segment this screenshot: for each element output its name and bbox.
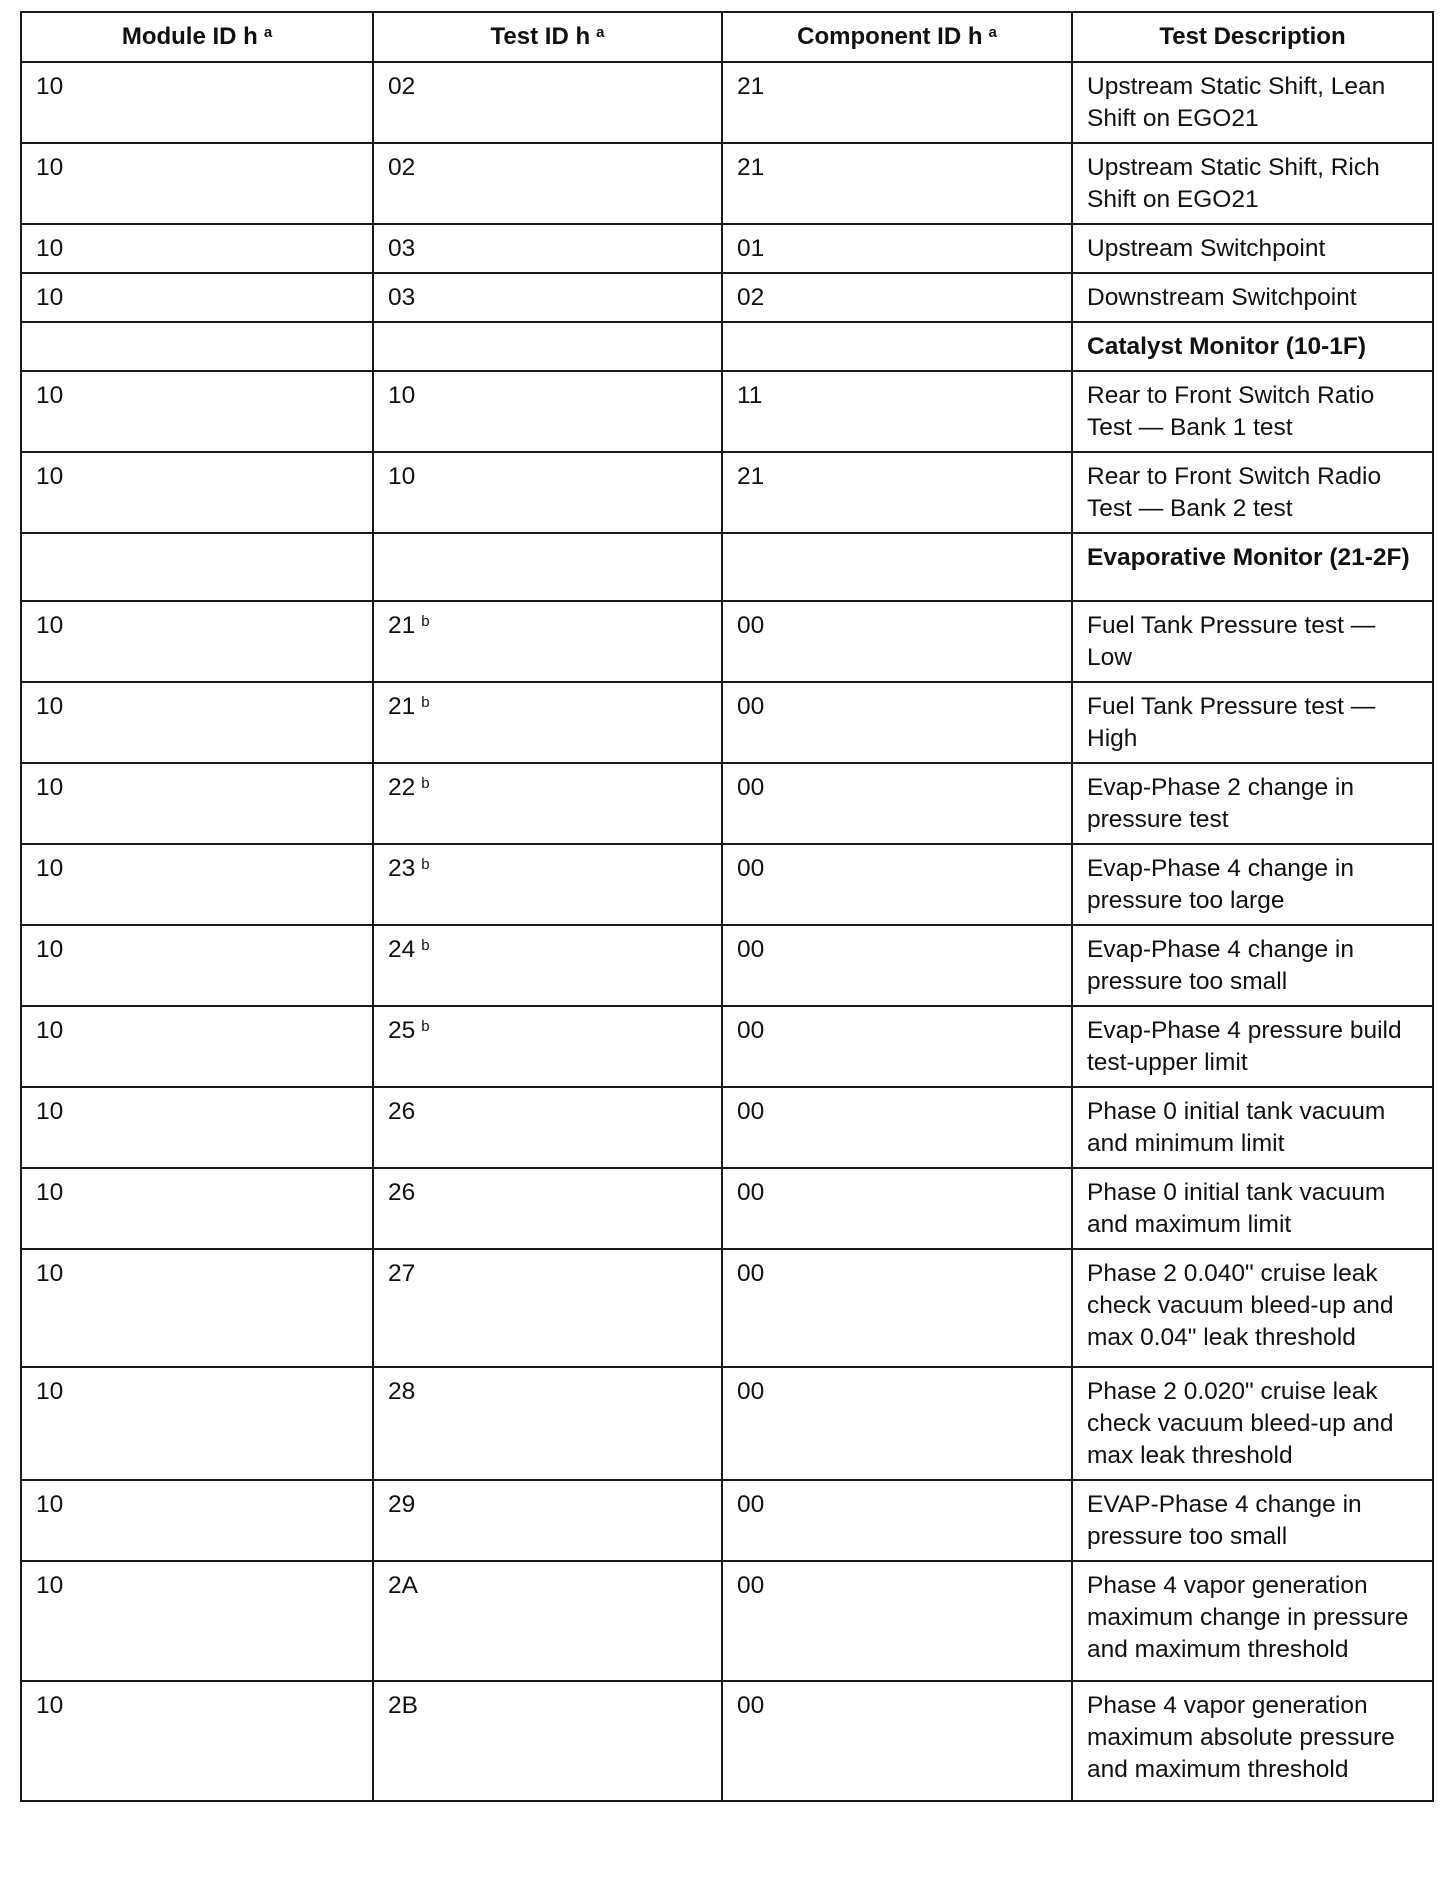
test-description-cell-text: Upstream Static Shift, Lean Shift on EGO21	[1087, 73, 1386, 132]
module-id-cell	[21, 273, 373, 322]
test-description-cell	[1072, 1561, 1433, 1681]
test-description-cell	[1072, 143, 1433, 224]
test-description-cell	[1072, 62, 1433, 143]
component-id-cell-text: 00	[737, 1260, 765, 1287]
test-id-cell	[373, 533, 722, 601]
component-id-cell	[722, 1367, 1072, 1480]
test-id-cell	[373, 322, 722, 371]
component-id-cell-text: 00	[737, 1378, 765, 1405]
module-id-cell	[21, 1480, 373, 1561]
component-id-cell	[722, 273, 1072, 322]
component-id-cell-text: 21	[737, 463, 765, 490]
component-id-cell	[722, 1087, 1072, 1168]
test-id-cell	[373, 682, 722, 763]
test-description-cell	[1072, 1480, 1433, 1561]
component-id-cell-text: 02	[737, 284, 765, 311]
module-id-cell-text: 10	[36, 774, 64, 801]
module-id-cell-text: 10	[36, 1378, 64, 1405]
test-description-cell-text: Phase 4 vapor generation maximum absolute pressure and maximum threshold	[1087, 1692, 1395, 1783]
section-header-row	[21, 533, 1433, 601]
header-test-id: Test ID h $^a$	[373, 12, 722, 62]
component-id-cell-text: 00	[737, 774, 765, 801]
module-id-cell	[21, 1006, 373, 1087]
table-row	[21, 1561, 1433, 1681]
module-id-cell	[21, 1249, 373, 1367]
module-id-cell	[21, 844, 373, 925]
component-id-cell	[722, 533, 1072, 601]
test-description-cell	[1072, 224, 1433, 273]
test-id-cell	[373, 1249, 722, 1367]
header-module-id: Module ID h $^a$	[21, 12, 373, 62]
test-description-cell	[1072, 273, 1433, 322]
module-id-cell	[21, 1561, 373, 1681]
test-id-cell	[373, 925, 722, 1006]
module-id-cell	[21, 1367, 373, 1480]
test-description-cell-text: Rear to Front Switch Ratio Test — Bank 1 test	[1087, 382, 1375, 441]
module-id-cell-text: 10	[36, 1260, 64, 1287]
header-test-description: Test Description	[1072, 12, 1433, 62]
monitor-test-table	[20, 11, 1434, 1802]
module-id-cell	[21, 533, 373, 601]
component-id-cell-text: 21	[737, 154, 765, 181]
test-id-footnote-mark: b	[421, 613, 430, 630]
module-id-cell	[21, 763, 373, 844]
module-id-cell	[21, 224, 373, 273]
component-id-cell	[722, 1168, 1072, 1249]
table-row	[21, 1367, 1433, 1480]
table-row	[21, 224, 1433, 273]
test-id-cell	[373, 62, 722, 143]
test-id-cell	[373, 452, 722, 533]
section-title-cell-text: Catalyst Monitor (10-1F)	[1087, 333, 1367, 360]
test-description-cell	[1072, 601, 1433, 682]
test-id-cell-text: 24	[388, 936, 416, 963]
header-footnote-mark: a	[596, 24, 605, 41]
test-id-cell	[373, 844, 722, 925]
table-header-row	[21, 12, 1433, 62]
module-id-cell-text: 10	[36, 1692, 64, 1719]
test-id-footnote-mark: b	[421, 856, 430, 873]
component-id-cell-text: 11	[737, 382, 763, 409]
component-id-cell-text: 00	[737, 1098, 765, 1125]
test-id-cell-text: 26	[388, 1179, 416, 1206]
section-header-row	[21, 322, 1433, 371]
table-row	[21, 763, 1433, 844]
module-id-cell-text: 10	[36, 1098, 64, 1125]
section-title-cell	[1072, 533, 1433, 601]
table-row	[21, 1168, 1433, 1249]
test-id-footnote-mark: b	[421, 1018, 430, 1035]
header-component-id: Component ID h $^a$	[722, 12, 1072, 62]
test-id-cell-text: 29	[388, 1491, 416, 1518]
test-description-cell	[1072, 1367, 1433, 1480]
test-description-cell-text: Evap-Phase 2 change in pressure test	[1087, 774, 1354, 833]
module-id-cell	[21, 682, 373, 763]
test-id-cell	[373, 1168, 722, 1249]
component-id-cell	[722, 371, 1072, 452]
table-row	[21, 844, 1433, 925]
module-id-cell-text: 10	[36, 855, 64, 882]
test-description-cell-text: Phase 0 initial tank vacuum and minimum limit	[1087, 1098, 1386, 1157]
test-id-cell	[373, 1006, 722, 1087]
component-id-cell	[722, 844, 1072, 925]
test-id-cell	[373, 371, 722, 452]
test-id-cell-text: 10	[388, 463, 416, 490]
section-title-cell-text: Evaporative Monitor (21-2F)	[1087, 544, 1410, 571]
test-id-cell-text: 27	[388, 1260, 416, 1287]
module-id-cell-text: 10	[36, 693, 64, 720]
component-id-cell-text: 00	[737, 1572, 765, 1599]
component-id-cell	[722, 1006, 1072, 1087]
test-description-cell	[1072, 763, 1433, 844]
test-description-cell	[1072, 1681, 1433, 1801]
table-row	[21, 1249, 1433, 1367]
table-row	[21, 452, 1433, 533]
component-id-cell	[722, 1480, 1072, 1561]
test-id-cell-text: 2A	[388, 1572, 418, 1599]
module-id-cell-text: 10	[36, 1491, 64, 1518]
test-id-cell-text: 2B	[388, 1692, 418, 1719]
component-id-cell-text: 00	[737, 1017, 765, 1044]
module-id-cell	[21, 62, 373, 143]
test-id-cell	[373, 273, 722, 322]
header-footnote-mark: a	[988, 24, 997, 41]
table-row	[21, 925, 1433, 1006]
component-id-cell-text: 00	[737, 1179, 765, 1206]
component-id-cell	[722, 1681, 1072, 1801]
test-id-cell-text: 10	[388, 382, 416, 409]
module-id-cell	[21, 143, 373, 224]
component-id-cell	[722, 925, 1072, 1006]
test-description-cell	[1072, 452, 1433, 533]
component-id-cell	[722, 322, 1072, 371]
component-id-cell-text: 21	[737, 73, 765, 100]
test-id-cell-text: 21	[388, 693, 416, 720]
test-id-cell	[373, 143, 722, 224]
test-description-cell-text: Downstream Switchpoint	[1087, 284, 1357, 311]
test-id-cell-text: 28	[388, 1378, 416, 1405]
test-id-cell-text: 21	[388, 612, 416, 639]
module-id-cell-text: 10	[36, 154, 64, 181]
test-id-cell-text: 25	[388, 1017, 416, 1044]
module-id-cell	[21, 452, 373, 533]
test-id-cell-text: 03	[388, 235, 416, 262]
module-id-cell	[21, 601, 373, 682]
module-id-cell-text: 10	[36, 463, 64, 490]
test-id-cell	[373, 1480, 722, 1561]
test-id-cell	[373, 601, 722, 682]
component-id-cell	[722, 601, 1072, 682]
test-description-cell	[1072, 1249, 1433, 1367]
module-id-cell	[21, 322, 373, 371]
module-id-cell-text: 10	[36, 936, 64, 963]
test-description-cell	[1072, 1006, 1433, 1087]
table-row	[21, 62, 1433, 143]
component-id-cell	[722, 452, 1072, 533]
test-description-cell-text: Fuel Tank Pressure test — High	[1087, 693, 1376, 752]
test-description-cell-text: Upstream Static Shift, Rich Shift on EGO21	[1087, 154, 1380, 213]
component-id-cell-text: 00	[737, 1491, 765, 1518]
test-description-cell-text: Fuel Tank Pressure test — Low	[1087, 612, 1376, 671]
test-id-footnote-mark: b	[421, 937, 430, 954]
module-id-cell-text: 10	[36, 284, 64, 311]
test-description-cell	[1072, 371, 1433, 452]
module-id-cell-text: 10	[36, 1017, 64, 1044]
test-description-cell	[1072, 925, 1433, 1006]
module-id-cell-text: 10	[36, 73, 64, 100]
component-id-cell-text: 00	[737, 693, 765, 720]
component-id-cell-text: 00	[737, 1692, 765, 1719]
test-id-cell	[373, 1087, 722, 1168]
table-row	[21, 1480, 1433, 1561]
test-id-footnote-mark: b	[421, 775, 430, 792]
test-id-footnote-mark: b	[421, 694, 430, 711]
component-id-cell-text: 00	[737, 612, 765, 639]
module-id-cell	[21, 371, 373, 452]
table-row	[21, 1006, 1433, 1087]
test-description-cell	[1072, 1087, 1433, 1168]
component-id-cell	[722, 1249, 1072, 1367]
test-description-cell	[1072, 844, 1433, 925]
component-id-cell-text: 00	[737, 936, 765, 963]
table-row	[21, 273, 1433, 322]
test-description-cell-text: Rear to Front Switch Radio Test — Bank 2 test	[1087, 463, 1382, 522]
test-description-cell-text: Evap-Phase 4 pressure build test-upper limit	[1087, 1017, 1402, 1076]
component-id-cell	[722, 62, 1072, 143]
module-id-cell-text: 10	[36, 612, 64, 639]
test-description-cell-text: Phase 4 vapor generation maximum change in pressure and maximum threshold	[1087, 1572, 1409, 1663]
test-id-cell	[373, 1367, 722, 1480]
test-description-cell-text: Phase 0 initial tank vacuum and maximum limit	[1087, 1179, 1386, 1238]
test-description-cell-text: Evap-Phase 4 change in pressure too large	[1087, 855, 1354, 914]
test-id-cell-text: 02	[388, 154, 416, 181]
header-footnote-mark: a	[263, 24, 273, 41]
test-id-cell-text: 02	[388, 73, 416, 100]
component-id-cell	[722, 1561, 1072, 1681]
table-row	[21, 1681, 1433, 1801]
module-id-cell-text: 10	[36, 1179, 64, 1206]
test-id-cell	[373, 763, 722, 844]
table-row	[21, 143, 1433, 224]
test-description-cell	[1072, 682, 1433, 763]
module-id-cell-text: 10	[36, 382, 64, 409]
test-description-cell-text: Upstream Switchpoint	[1087, 235, 1326, 262]
test-id-cell	[373, 1561, 722, 1681]
test-description-cell-text: Phase 2 0.020" cruise leak check vacuum bleed-up and max leak threshold	[1087, 1378, 1394, 1469]
table-row	[21, 371, 1433, 452]
test-id-cell-text: 03	[388, 284, 416, 311]
module-id-cell	[21, 1087, 373, 1168]
test-description-cell-text: Evap-Phase 4 change in pressure too small	[1087, 936, 1354, 995]
test-id-cell-text: 22	[388, 774, 416, 801]
component-id-cell-text: 01	[737, 235, 765, 262]
test-description-cell-text: EVAP-Phase 4 change in pressure too small	[1087, 1491, 1362, 1550]
component-id-cell	[722, 682, 1072, 763]
module-id-cell	[21, 1681, 373, 1801]
module-id-cell	[21, 925, 373, 1006]
test-id-cell-text: 26	[388, 1098, 416, 1125]
component-id-cell	[722, 224, 1072, 273]
document-page	[20, 11, 1432, 1802]
table-row	[21, 1087, 1433, 1168]
table-row	[21, 682, 1433, 763]
component-id-cell	[722, 763, 1072, 844]
module-id-cell	[21, 1168, 373, 1249]
test-description-cell-text: Phase 2 0.040" cruise leak check vacuum bleed-up and max 0.04" leak threshold	[1087, 1260, 1394, 1351]
component-id-cell-text: 00	[737, 855, 765, 882]
table-row	[21, 601, 1433, 682]
component-id-cell	[722, 143, 1072, 224]
test-id-cell	[373, 1681, 722, 1801]
test-description-cell	[1072, 1168, 1433, 1249]
test-id-cell	[373, 224, 722, 273]
module-id-cell-text: 10	[36, 235, 64, 262]
section-title-cell	[1072, 322, 1433, 371]
test-id-cell-text: 23	[388, 855, 416, 882]
module-id-cell-text: 10	[36, 1572, 64, 1599]
